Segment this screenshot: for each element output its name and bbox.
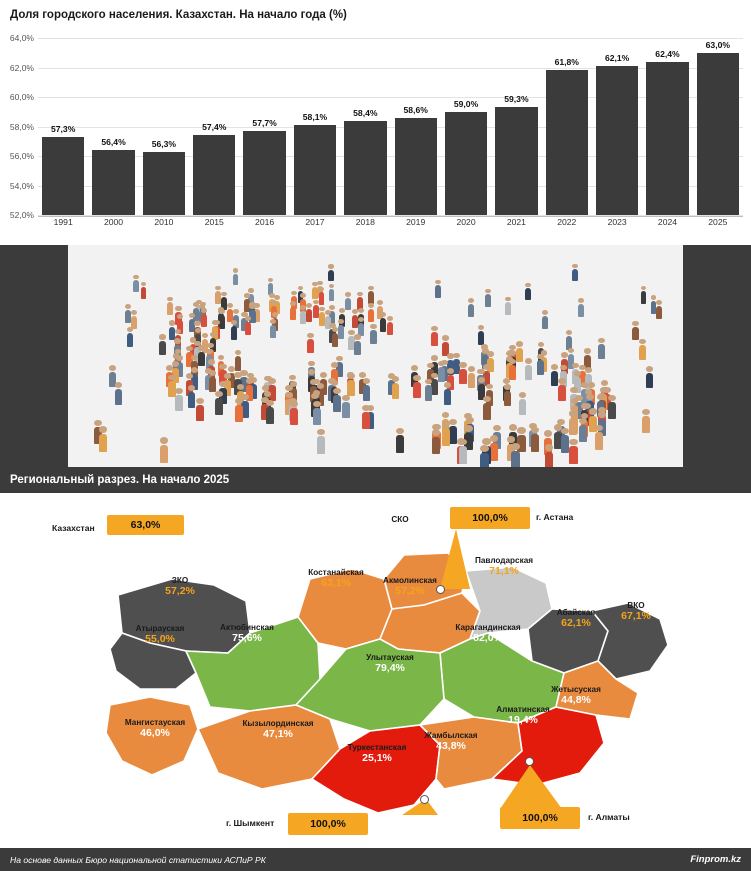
region-value: 57,2% — [395, 585, 425, 598]
crowd-person — [345, 292, 351, 310]
chart-bar-label: 58,6% — [403, 104, 428, 115]
region-name: Карагандинская — [455, 623, 521, 632]
region-value: 47,1% — [263, 728, 293, 741]
people-illustration-canvas — [68, 245, 683, 467]
crowd-person — [459, 362, 466, 384]
crowd-person — [468, 366, 475, 388]
crowd-person — [245, 316, 251, 335]
chart-bar-rect[interactable] — [697, 53, 739, 215]
crowd-person — [656, 300, 662, 319]
crowd-person — [444, 382, 451, 405]
crowd-person — [569, 410, 577, 434]
chart-x-tick: 2010 — [154, 217, 174, 227]
crowd-person — [632, 321, 638, 341]
people-illustration — [0, 245, 751, 467]
crowd-person — [504, 384, 511, 407]
crowd-person — [188, 385, 195, 408]
region-name: ЗКО — [171, 576, 189, 585]
chart-bar[interactable] — [596, 38, 638, 215]
kazakhstan-map — [0, 493, 751, 848]
region-name: Улытауская — [366, 653, 414, 662]
crowd-person — [160, 437, 168, 463]
city-label-astana: г. Астана — [536, 512, 574, 522]
crowd-person — [363, 378, 370, 401]
chart-bar[interactable] — [445, 38, 487, 215]
crowd-person — [459, 439, 467, 465]
chart-x-tick: 2016 — [255, 217, 275, 227]
crowd-person — [468, 298, 474, 317]
region-value: 67,1% — [621, 610, 651, 623]
crowd-person — [307, 333, 314, 353]
crowd-person — [431, 326, 437, 346]
crowd-person — [175, 388, 183, 411]
chart-bar-label: 63,0% — [705, 39, 731, 50]
chart-y-tick: 56,0% — [9, 151, 34, 161]
crowd-person — [342, 395, 350, 418]
crowd-person — [432, 429, 440, 454]
crowd-person — [542, 310, 548, 329]
chart-bar-rect[interactable] — [193, 135, 235, 215]
chart-bar[interactable] — [495, 38, 537, 215]
crowd-person — [333, 388, 341, 411]
crowd-person — [312, 282, 318, 300]
crowd-person — [290, 301, 296, 320]
crowd-person — [266, 400, 274, 424]
region-value: 75,6% — [232, 632, 262, 645]
region-name: Кызылординская — [242, 719, 314, 728]
crowd-person — [485, 289, 491, 307]
crowd-person — [516, 341, 523, 362]
chart-x-axis — [38, 217, 743, 237]
chart-bar-label: 62,4% — [655, 48, 680, 59]
chart-plot-area — [9, 33, 743, 220]
crowd-person — [362, 405, 370, 429]
region-name: Алматинская — [496, 705, 550, 714]
region-value: 43,8% — [436, 740, 466, 753]
crowd-person — [478, 325, 484, 345]
chart-x-tick: 2023 — [607, 217, 627, 227]
chart-x-tick: 2021 — [506, 217, 526, 227]
region-name: Туркестанская — [347, 743, 407, 752]
footer — [0, 848, 751, 871]
region-name: ВКО — [627, 601, 645, 610]
crowd-person — [525, 283, 531, 301]
map-region-mangistauskaya[interactable] — [106, 697, 198, 775]
region-value: 63,1% — [321, 577, 351, 590]
crowd-person — [352, 309, 358, 328]
crowd-person — [313, 401, 321, 425]
chart-bar[interactable] — [646, 38, 688, 215]
crowd-person — [159, 334, 166, 354]
crowd-person — [396, 428, 404, 453]
region-value: 49,5% — [385, 524, 415, 537]
chart-x-tick: 2017 — [305, 217, 325, 227]
crowd-person — [233, 268, 238, 285]
city-dot-shymkent[interactable] — [420, 795, 429, 804]
crowd-person — [519, 392, 527, 415]
crowd-person — [99, 426, 107, 451]
region-name: Абайская — [556, 608, 596, 617]
crowd-person — [525, 358, 532, 380]
chart-bar-rect[interactable] — [294, 125, 336, 215]
chart-bar[interactable] — [193, 38, 235, 215]
chart-y-tick: 58,0% — [9, 121, 34, 132]
region-section-title: Региональный разрез. На начало 2025 — [0, 467, 751, 493]
crowd-person — [551, 364, 558, 386]
crowd-person — [572, 264, 577, 281]
city-dot-almaty[interactable] — [525, 757, 534, 766]
crowd-person — [354, 334, 361, 354]
chart-bar-label: 59,3% — [504, 94, 529, 105]
crowd-person — [329, 284, 335, 302]
crowd-person — [642, 409, 650, 433]
chart-x-tick: 1991 — [53, 217, 73, 227]
crowd-person — [579, 418, 587, 443]
chart-bar[interactable] — [294, 38, 336, 215]
crowd-person — [368, 286, 374, 304]
crowd-person — [413, 375, 420, 397]
chart-y-tick: 62,0% — [9, 62, 34, 73]
crowd-person — [290, 401, 298, 425]
chart-bar-rect[interactable] — [646, 62, 688, 215]
chart-x-tick: 2018 — [355, 217, 375, 227]
bar-chart — [0, 30, 751, 245]
city-callout-almaty: 100,0% — [500, 807, 580, 829]
chart-x-tick: 2020 — [456, 217, 476, 227]
crowd-person — [358, 317, 364, 336]
city-label-almaty: г. Алматы — [588, 812, 630, 822]
crowd-person — [483, 396, 491, 420]
region-value: 55,0% — [145, 633, 175, 646]
chart-y-tick: 54,0% — [9, 180, 34, 191]
crowd-person — [347, 373, 354, 395]
chart-bar-label: 57,3% — [50, 123, 76, 134]
crowd-person — [509, 359, 516, 381]
crowd-person — [595, 425, 603, 450]
region-name: Костанайская — [308, 568, 364, 577]
crowd-person — [641, 286, 647, 304]
chart-x-tick: 2022 — [557, 217, 577, 227]
crowd-person — [196, 398, 204, 422]
crowd-person — [231, 320, 237, 340]
region-name: Жетысуская — [551, 685, 601, 694]
region-name: СКО — [391, 515, 409, 524]
region-value: 71,1% — [489, 565, 519, 578]
country-label: Казахстан — [52, 523, 95, 533]
city-callout-astana: 100,0% — [450, 507, 530, 529]
chart-bar[interactable] — [243, 38, 285, 215]
region-name: Актюбинская — [220, 623, 274, 632]
crowd-person — [646, 366, 653, 388]
chart-x-tick: 2025 — [708, 217, 728, 227]
crowd-person — [306, 303, 312, 322]
chart-bar-label: 59,0% — [453, 98, 479, 109]
crowd-person — [368, 303, 374, 322]
chart-bar[interactable] — [546, 38, 588, 215]
crowd-person — [531, 427, 539, 452]
crowd-person — [545, 444, 553, 467]
region-name: Акмолинская — [383, 576, 437, 585]
chart-bar-label: 57,4% — [202, 122, 227, 133]
region-value: 25,1% — [362, 752, 392, 765]
chart-bar-rect[interactable] — [596, 66, 638, 215]
chart-bar-rect[interactable] — [143, 152, 185, 215]
chart-bar-rect[interactable] — [495, 107, 537, 215]
crowd-person — [215, 391, 223, 414]
crowd-person — [438, 361, 445, 383]
city-callout-shymkent: 100,0% — [288, 813, 368, 835]
chart-bar[interactable] — [143, 38, 185, 215]
chart-y-tick: 60,0% — [9, 92, 34, 102]
region-value: 79,4% — [375, 662, 405, 675]
chart-y-tick: 64,0% — [9, 33, 34, 43]
city-label-shymkent: г. Шымкент — [226, 818, 275, 828]
crowd-person — [141, 282, 147, 300]
crowd-person — [209, 370, 216, 392]
crowd-person — [435, 280, 441, 298]
chart-bar-rect[interactable] — [42, 137, 84, 215]
crowd-person — [387, 316, 393, 335]
page-title: Доля городского населения. Казахстан. На начало года (%) — [0, 0, 751, 30]
chart-bar[interactable] — [697, 38, 739, 215]
chart-bar-rect[interactable] — [344, 121, 386, 215]
region-name: Атырауская — [135, 624, 185, 633]
crowd-person — [370, 324, 376, 344]
region-name: Павлодарская — [474, 556, 534, 565]
crowd-person — [511, 443, 519, 467]
crowd-person — [317, 429, 325, 454]
chart-bar-rect[interactable] — [445, 112, 487, 215]
crowd-person — [235, 350, 242, 371]
crowd-person — [480, 445, 489, 467]
region-value: 57,2% — [165, 585, 195, 598]
chart-bar-rect[interactable] — [243, 131, 285, 215]
chart-x-tick: 2019 — [406, 217, 426, 227]
chart-bar-label: 57,7% — [252, 117, 277, 128]
crowd-person — [442, 421, 450, 446]
footer-brand: Finprom.kz — [690, 854, 741, 865]
crowd-person — [578, 298, 584, 317]
crowd-person — [270, 319, 276, 339]
chart-bar[interactable] — [395, 38, 437, 215]
crowd-person — [598, 338, 605, 359]
crowd-person — [569, 439, 577, 465]
region-value: 82,0% — [473, 632, 503, 645]
crowd-person — [558, 378, 565, 401]
crowd-person — [505, 297, 511, 315]
crowd-person — [319, 307, 325, 326]
crowd-person — [537, 354, 544, 375]
region-value: 44,8% — [561, 694, 591, 707]
chart-bars — [38, 38, 743, 215]
crowd-person — [198, 345, 205, 366]
crowd-person — [561, 428, 569, 453]
region-name: Жамбылская — [424, 731, 478, 740]
chart-bar[interactable] — [42, 38, 84, 215]
chart-x-tick: 2015 — [204, 217, 224, 227]
map-svg — [0, 493, 751, 848]
chart-bar-label: 61,8% — [554, 57, 579, 68]
chart-bar-rect[interactable] — [546, 70, 588, 215]
chart-x-tick: 2000 — [103, 217, 124, 227]
chart-y-tick: 52,0% — [9, 210, 34, 220]
crowd-person — [319, 287, 325, 305]
crowd-person — [380, 312, 386, 331]
crowd-person — [133, 275, 139, 292]
chart-bar-label: 58,1% — [302, 112, 328, 123]
region-value: 46,0% — [140, 727, 170, 740]
crowd-person — [639, 339, 646, 360]
crowd-person — [338, 319, 344, 339]
crowd-person — [167, 297, 173, 315]
crowd-person — [392, 376, 399, 399]
crowd-person — [332, 327, 338, 347]
crowd-person — [490, 435, 498, 461]
chart-bar[interactable] — [344, 38, 386, 215]
city-dot-astana[interactable] — [436, 585, 445, 594]
crowd-person — [235, 398, 243, 422]
region-value: 62,1% — [561, 617, 591, 630]
region-name: Мангистауская — [124, 718, 186, 727]
crowd-person — [425, 379, 432, 402]
crowd-person — [300, 305, 306, 324]
chart-bar-label: 56,3% — [151, 138, 177, 149]
crowd-person — [201, 308, 207, 327]
chart-bar-rect[interactable] — [92, 150, 134, 215]
crowd-person — [328, 264, 333, 281]
crowd-person — [608, 395, 616, 418]
footer-source: На основе данных Бюро национальной статистики АСПиР РК — [10, 854, 266, 865]
chart-bar-label: 56,4% — [101, 137, 126, 148]
chart-x-tick: 2024 — [657, 217, 678, 227]
chart-bar[interactable] — [92, 38, 134, 215]
chart-bar-label: 58,4% — [353, 107, 378, 118]
crowd-person — [357, 292, 363, 310]
crowd-person — [127, 327, 133, 347]
chart-bar-label: 62,1% — [604, 53, 630, 64]
country-value-badge: 63,0% — [107, 515, 184, 535]
crowd-person — [115, 382, 122, 405]
chart-bar-rect[interactable] — [395, 118, 437, 215]
region-value: 19,4% — [508, 714, 538, 727]
